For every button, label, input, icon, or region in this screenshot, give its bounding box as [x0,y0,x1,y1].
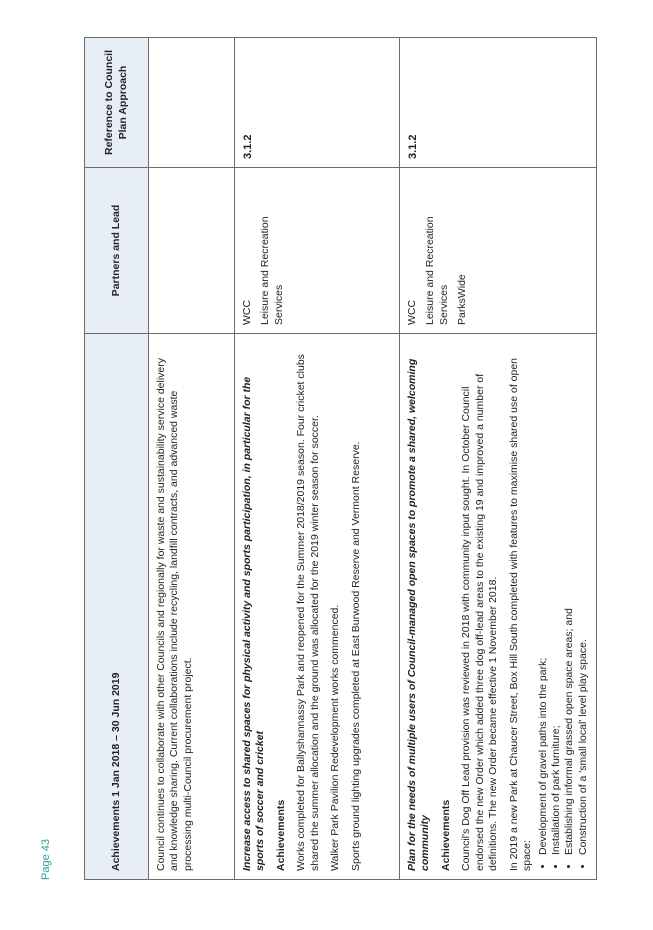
row3-achievements [400,334,597,880]
row1-achievements [149,334,235,880]
row3-ref: 3.1.2 [407,134,419,159]
row3-subheading: Achievements [439,799,452,871]
table-row [149,38,235,880]
header-partners: Partners and Lead [85,168,149,334]
row3-partners [400,168,597,334]
row2-para-3: Sports ground lighting upgrades completed at East Burwood Reserve and Vermont Reserve. [349,441,362,871]
row3-para-1: Council's Dog Off Lead provision was reviewed in 2018 with community input sought. In October Council endorsed the new Order which added three dog off-lead areas to the existing 19 and improved a number of definitions. The new Order became effective 1 November 2018. [460,373,500,871]
row3-bullet-list [537,342,591,871]
row2-reference [235,38,400,168]
row3-partner-1: WCC [406,299,418,325]
row2-heading: Increase access to shared spaces for physical activity and sports participation, in particular for the sports of soccer and cricket [241,376,267,871]
page-number: Page 43 [40,839,52,880]
row2-para-2: Walker Park Pavilion Redevelopment works commenced. [329,604,342,871]
row1-reference [149,38,235,168]
row2-subheading: Achievements [274,799,287,871]
header-reference: Reference to Council Plan Approach [85,38,149,168]
rotated-page [84,38,602,880]
row1-intro: Council continues to collaborate with other Councils and regionally for waste and sustainability service delivery and knowledge sharing. Current collaborations include recycling, landfill contracts, and advanced waste processing multi-Council procurement project. [155,357,194,871]
row2-achievements [235,334,400,880]
table-row [400,38,597,880]
list-item: • Installation of park furniture; [550,342,563,855]
list-item: • Development of gravel paths into the park; [537,342,550,855]
row2-partners [235,168,400,334]
row2-para-1: Works completed for Ballyshannassy Park and reopened for the Summer 2018/2019 season. Four cricket clubs shared the summer allocation and the ground was allocated for the 2019 winter season for soccer. [295,354,321,871]
row2-partner-2: Leisure and Recreation Services [259,216,285,325]
achievements-table [84,37,597,880]
row2-ref: 3.1.2 [242,134,254,159]
list-item: • Construction of a 'small local' level play space. [577,342,590,855]
row1-partners [149,168,235,334]
header-achievements: Achievements 1 Jan 2018 – 30 Jun 2019 [85,334,149,880]
row2-partner-1: WCC [241,299,253,325]
row3-partner-2: Leisure and Recreation Services [424,216,450,325]
table-header-row [85,38,149,880]
row3-heading: Plan for the needs of multiple users of Council-managed open spaces to promote a shared, welcoming community [406,358,432,871]
row3-para-2: In 2019 a new Park at Chaucer Street, Box Hill South completed with features to maximise shared use of open space: [507,357,534,871]
list-item: • Establishing informal grassed open space areas; and [563,342,576,855]
row3-reference [400,38,597,168]
row3-partner-3: ParksWide [456,274,469,325]
table-row [235,38,400,880]
